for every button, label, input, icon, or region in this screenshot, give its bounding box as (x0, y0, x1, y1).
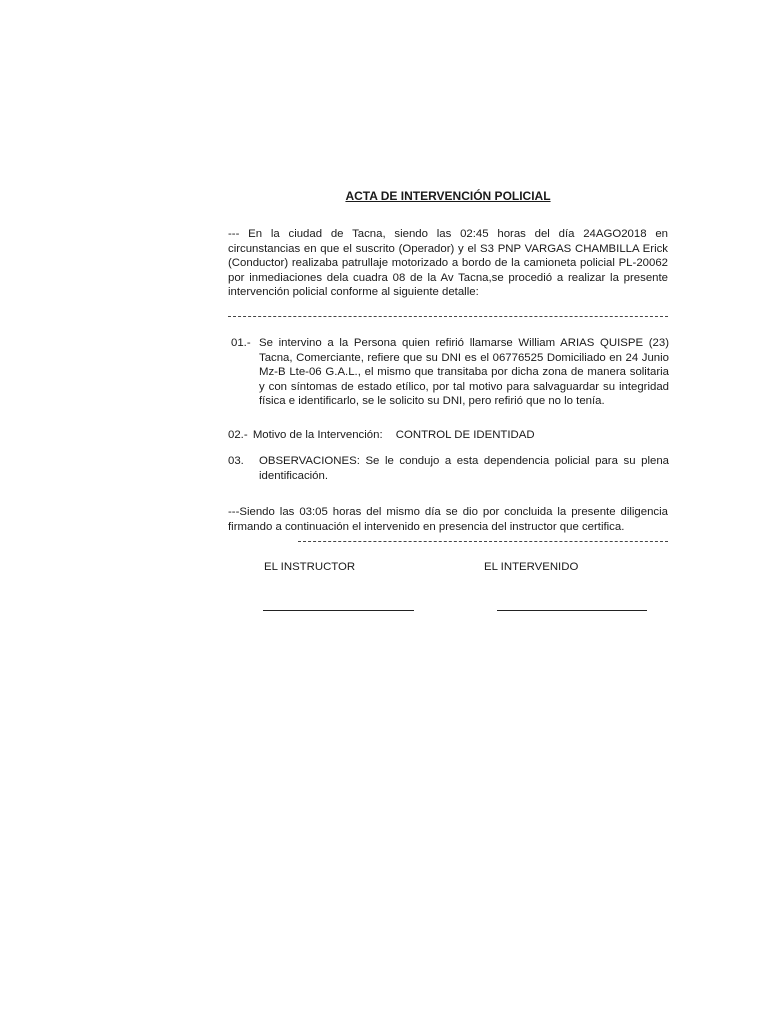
item-2-number: 02.- (228, 429, 248, 441)
closing-separator (298, 541, 668, 542)
item-2-label: Motivo de la Intervención: (252, 429, 383, 441)
item-2-row (228, 428, 535, 443)
item-2-value: CONTROL DE IDENTIDAD (395, 429, 535, 441)
signature-line-instructor (263, 610, 414, 611)
document-title (228, 189, 668, 203)
signature-line-intervenido (497, 610, 647, 611)
closing-paragraph: ---Siendo las 03:05 horas del mismo día se dio por concluida la presente diligencia firmando a continuación el intervenido en presencia del instructor que certifica. (228, 506, 668, 533)
item-3-label: OBSERVACIONES: (259, 455, 360, 467)
item-3-text: Se le condujo a esta dependencia policial para su plena identificación. (259, 455, 670, 482)
item-1-text: Se intervino a la Persona quien refirió llamarse William ARIAS QUISPE (23) Tacna, Comerciante, refiere que su DNI es el 06776525 Domiciliado en 24 Junio Mz-B Lte-06 G.A.L., el mismo que transitaba por dicha zona de manera solitaria y con síntomas de estado etílico, por tal motivo para salvaguardar su integridad física e identificarlo, se le solicito su DNI, pero refirió que no lo tenía. (259, 337, 669, 408)
item-3-body (259, 454, 669, 483)
item-1-number: 01.- (231, 337, 251, 349)
intro-separator (228, 316, 668, 317)
signature-label-intervenido: EL INTERVENIDO (484, 561, 579, 573)
intro-paragraph: --- En la ciudad de Tacna, siendo las 02:45 horas del día 24AGO2018 en circunstancias en que el suscrito (Operador) y el S3 PNP VARGAS CHAMBILLA Erick (Conductor) realizaba patrullaje motorizado a bordo de la camioneta policial PL-20062 por inmediaciones dela cuadra 08 de la Av Tacna,se procedió a realizar la presente intervención policial conforme al siguiente detalle: (228, 228, 668, 299)
item-3-number: 03. (228, 455, 244, 467)
document-title-text: ACTA DE INTERVENCIÓN POLICIAL (345, 189, 551, 203)
signature-label-instructor: EL INSTRUCTOR (264, 561, 356, 573)
